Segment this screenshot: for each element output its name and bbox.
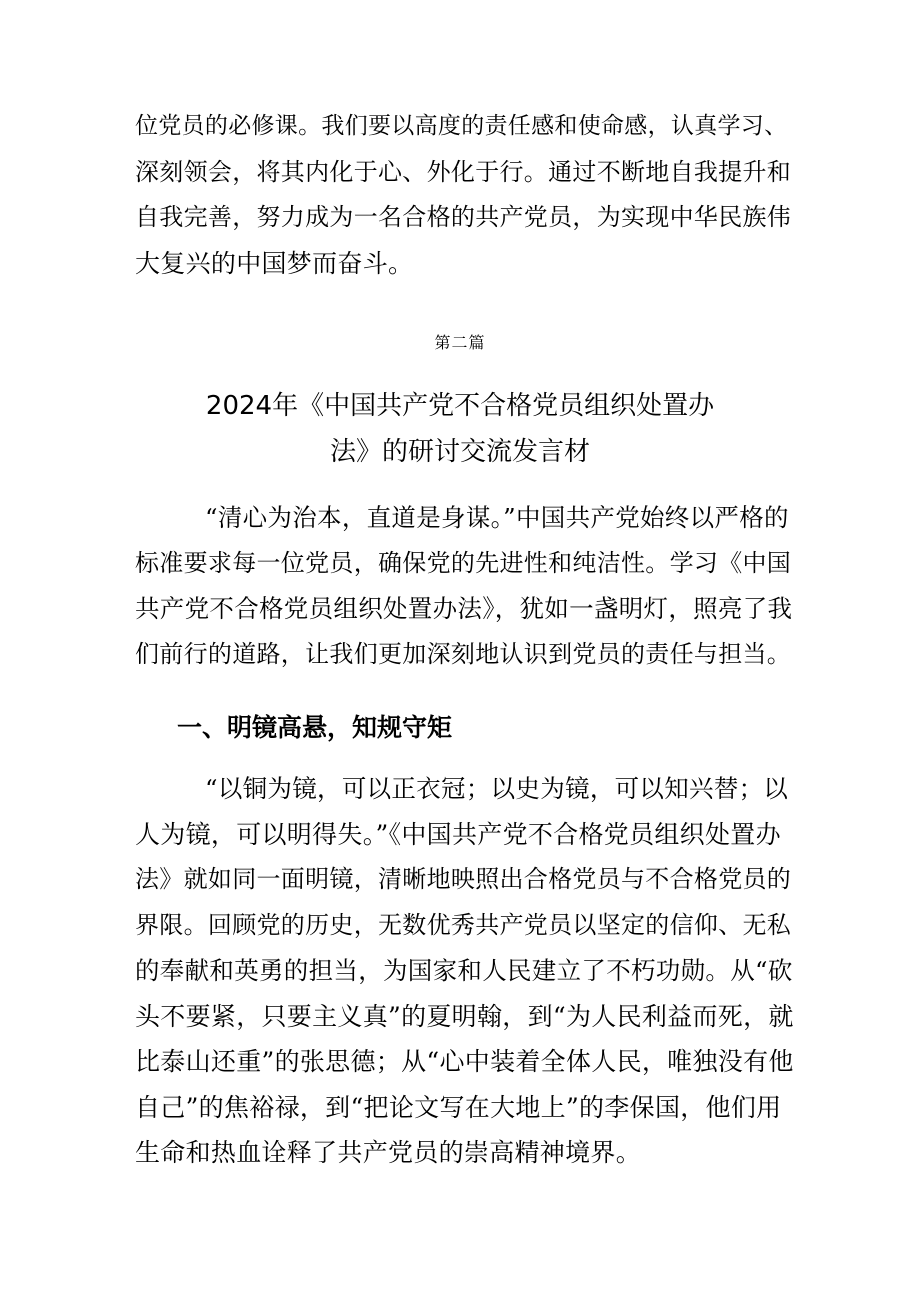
section-heading-1: 一、明镜高悬，知规守矩 bbox=[177, 713, 453, 742]
intro-line-1: 位党员的必修课。我们要以高度的责任感和使命感，认真学习、 bbox=[135, 113, 788, 139]
opening-paragraph bbox=[135, 495, 795, 677]
title-line-2: 法》的研讨交流发言材 bbox=[329, 437, 590, 467]
opening-line-1: “清心为治本，直道是身谋。”中国共产党始终以严格的 bbox=[205, 503, 789, 532]
intro-line-4: 大复兴的中国梦而奋斗。 bbox=[135, 248, 414, 278]
body-line-9: 生命和热血诠释了共产党员的崇高精神境界。 bbox=[135, 1138, 642, 1167]
opening-line-2: 标准要求每一位党员，确保党的先进性和纯洁性。学习《中国 bbox=[135, 548, 792, 577]
body-line-6: 头不要紧，只要主义真”的夏明翰，到“为人民利益而死，就 bbox=[135, 1001, 794, 1031]
body-paragraph bbox=[135, 766, 795, 1176]
intro-line-2: 深刻领会，将其内化于心、外化于行。通过不断地自我提升和 bbox=[135, 157, 792, 186]
body-line-2: 人为镜，可以明得失。”《中国共产党不合格党员组织处置办 bbox=[135, 819, 781, 849]
document-title bbox=[160, 383, 760, 475]
intro-paragraph bbox=[135, 104, 795, 286]
body-line-5: 的奉献和英勇的担当，为国家和人民建立了不朽功勋。从“砍 bbox=[135, 956, 793, 985]
section-label: 第二篇 bbox=[434, 333, 486, 352]
title-line-1: 2024年《中国共产党不合格党员组织处置办 bbox=[205, 391, 715, 421]
opening-line-3: 共产党不合格党员组织处置办法》，犹如一盏明灯，照亮了我 bbox=[135, 594, 793, 623]
intro-line-3: 自我完善，努力成为一名合格的共产党员，为实现中华民族伟 bbox=[135, 203, 792, 231]
body-line-8: 自己”的焦裕禄，到“把论文写在大地上”的李保国，他们用 bbox=[135, 1092, 782, 1122]
body-line-4: 界限。回顾党的历史，无数优秀共产党员以坚定的信仰、无私 bbox=[135, 910, 792, 939]
opening-line-4: 们前行的道路，让我们更加深刻地认识到党员的责任与担当。 bbox=[135, 639, 792, 668]
body-line-1: “以铜为镜，可以正衣冠；以史为镜，可以知兴替；以 bbox=[205, 774, 789, 803]
body-line-3: 法》就如同一面明镜，清晰地映照出合格党员与不合格党员的 bbox=[135, 865, 792, 893]
body-line-7: 比泰山还重”的张思德；从“心中装着全体人民，唯独没有他 bbox=[135, 1047, 794, 1076]
